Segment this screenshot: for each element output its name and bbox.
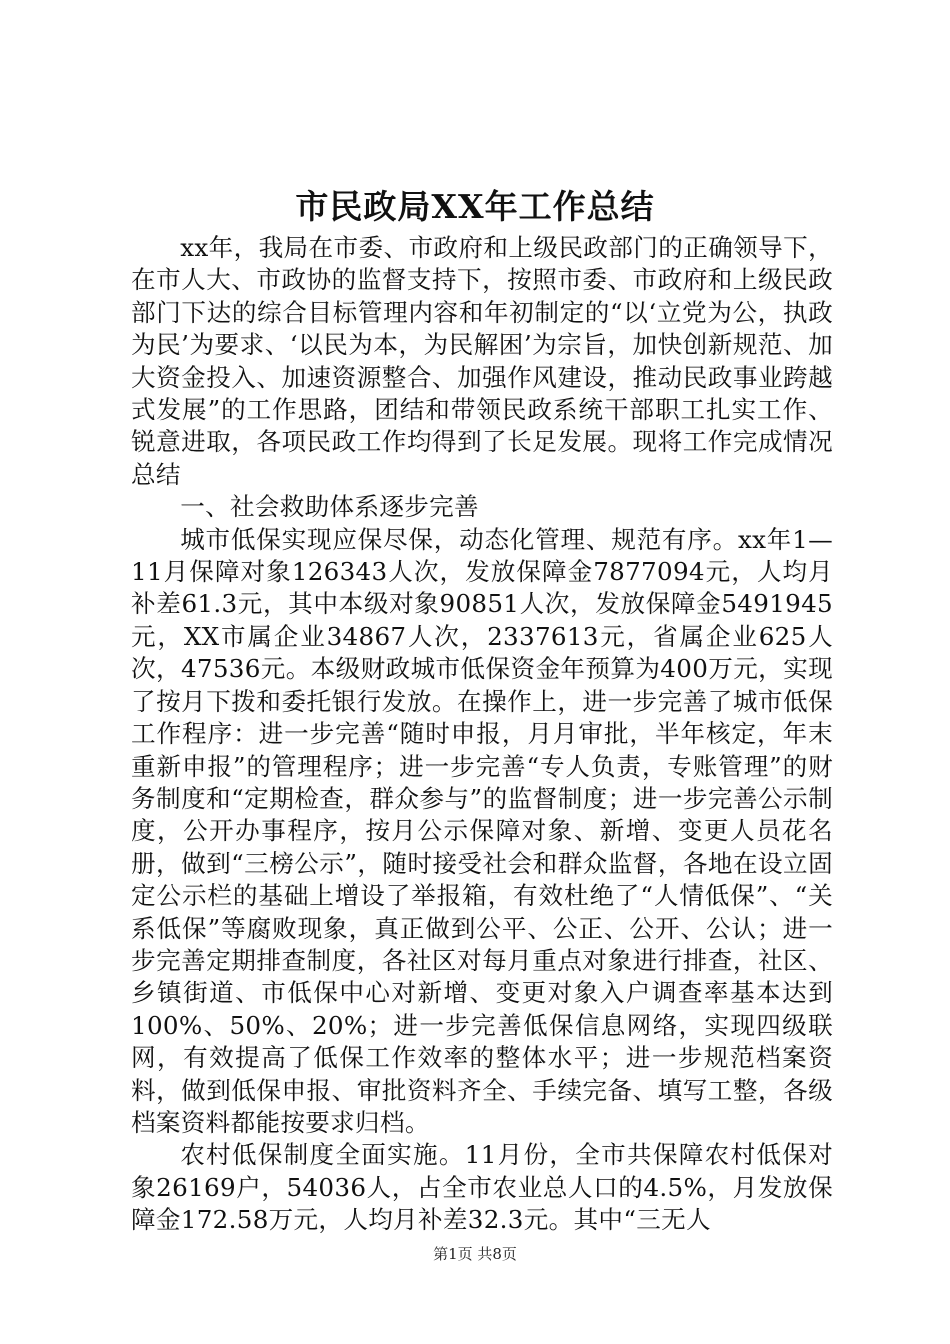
document-title: 市民政局XX年工作总结 [295, 187, 655, 226]
page-number-label: 第1页 共8页 [433, 1245, 517, 1263]
body-paragraph: 农村低保制度全面实施。11月份，全市共保障农村低保对象26169户，54036人，占全市农业总人口的4.5%，月发放保障金172.58万元，人均月补差32.3元。其中“三无人 [131, 1140, 833, 1235]
document-body [131, 232, 833, 1237]
body-paragraph: 城市低保实现应保尽保，动态化管理、规范有序。xx年1—11月保障对象126343人次，发放保障金7877094元，人均月补差61.3元，其中本级对象90851人次，发放保障金5491945元，XX市属企业34867人次，2337613元，省属企业625人次，47536元。本级财政城市低保资金年预算为400万元，实现了按月下拨和委托银行发放。在操作上，进一步完善了城市低保工作程序：进一步完善“随时申报，月月审批，半年核定，年末重新申报”的管理程序；进一步完善“专人负责，专账管理”的财务制度和“定期检查，群众参与”的监督制度；进一步完善公示制度，公开办事程序，按月公示保障对象、新增、变更人员花名册，做到“三榜公示”，随时接受社会和群众监督，各地在设立固定公示栏的基础上增设了举报箱，有效杜绝了“人情低保”、“关系低保”等腐败现象，真正做到公平、公正、公开、公认；进一步完善定期排查制度，各社区对每月重点对象进行排查，社区、乡镇街道、市低保中心对新增、变更对象入户调查率基本达到100%、50%、20%；进一步完善低保信息网络，实现四级联网，有效提高了低保工作效率的整体水平；进一步规范档案资料，做到低保申报、审批资料齐全、手续完备、填写工整，各级档案资料都能按要求归档。 [131, 524, 833, 1137]
page-footer [0, 1244, 950, 1264]
section-heading: 一、社会救助体系逐步完善 [180, 492, 479, 522]
body-paragraph: xx年，我局在市委、市政府和上级民政部门的正确领导下，在市人大、市政协的监督支持下，按照市委、市政府和上级民政部门下达的综合目标管理内容和年初制定的“以‘立党为公，执政为民’为要求、‘以民为本，为民解困’为宗旨，加快创新规范、加大资金投入、加速资源整合、加强作风建设，推动民政事业跨越式发展”的工作思路，团结和带领民政系统干部职工扎实工作、锐意进取，各项民政工作均得到了长足发展。现将工作完成情况总结 [131, 233, 833, 489]
